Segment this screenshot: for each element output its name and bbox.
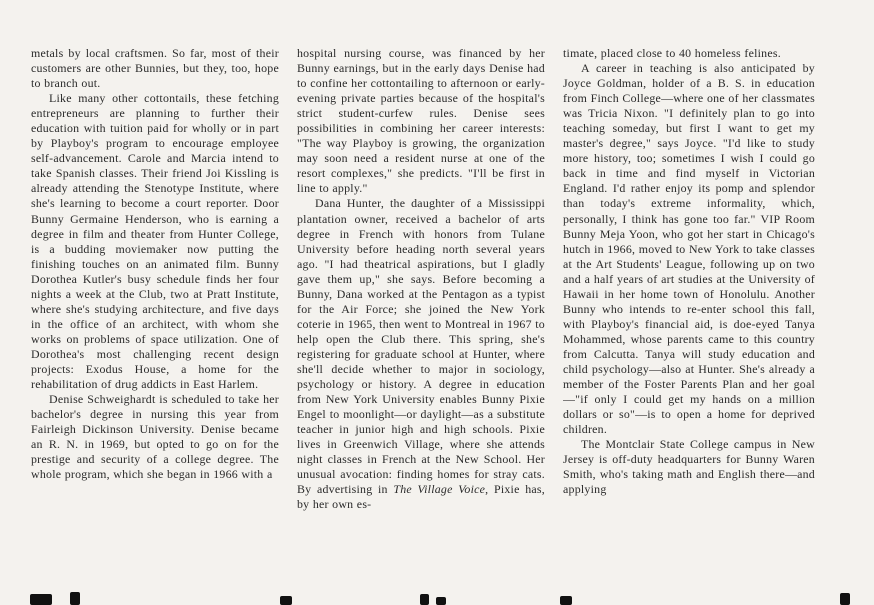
ink-mark: [70, 592, 80, 605]
paragraph-text: , Pixie has, by her own es-: [297, 482, 545, 512]
ink-mark: [30, 594, 52, 605]
paragraph-text: Dana Hunter, the daughter of a Mississippi plantation owner, received a bachelor of arts degree in French with honors from Tulane University before heading north several years ago. "I had theatrical aspirations, but I gladly gave them up," she says. Before becoming a Bunny, Dana worked at the Pentagon as a typist for the Air Force; she joined the New York coterie in 1965, then went to Montreal in 1967 to help open the Club there. This spring, she's registering for graduate school at Hunter, where she'll decide whether to major in sociology, psychology or history. A degree in education from New York University enables Bunny Pixie Engel to moonlight—or daylight—as a substitute teacher in junior high and high schools. Pixie lives in Greenwich Village, where she attends night classes in French at the New School. Her unusual avocation: finding homes for stray cats. By advertising in: [297, 196, 545, 497]
ink-mark: [436, 597, 446, 605]
ink-mark: [280, 596, 292, 605]
text-column-left: [31, 46, 279, 590]
paragraph: Denise Schweighardt is scheduled to take her bachelor's degree in nursing this year from Fairleigh Dickinson University. Denise became an R. N. in 1969, but opted to go on for the prestige and security of a college degree. The whole program, which she began in 1966 with a: [31, 392, 279, 482]
paragraph: The Montclair State College campus in New Jersey is off-duty headquarters for Bunny Waren Smith, who's taking math and English there—and applying: [563, 437, 815, 497]
next-line-partial-strip: [0, 590, 874, 605]
text-column-middle: [297, 46, 545, 590]
ink-mark: [560, 596, 572, 605]
paragraph: hospital nursing course, was financed by her Bunny earnings, but in the early days Denise had to confine her cottontailing to afternoon or early-evening private parties because of the hospital's strict student-curfew rules. Denise sees possibilities in combining her career interests: "The way Playboy is growing, the organization may soon need a resident nurse at one of the resort complexes," she predicts. "I'll be first in line to apply.": [297, 46, 545, 196]
publication-title: The Village Voice: [393, 482, 486, 497]
paragraph: timate, placed close to 40 homeless felines.: [563, 46, 781, 60]
ink-mark: [420, 594, 429, 605]
paragraph: Like many other cottontails, these fetching entrepreneurs are planning to further their education with tuition paid for wholly or in part by Playboy's program to encourage employee self-advancement. Carole and Marcia intend to take Spanish classes. Their friend Joi Kissling is already attending the Stenotype Institute, where she's learning to become a court reporter. Door Bunny Germaine Henderson, who is earning a degree in film and theater from Hunter College, is a budding moviemaker now putting the finishing touches on an animated film. Bunny Dorothea Kutler's busy schedule finds her four nights a week at the Club, two at Pratt Institute, where she's studying architecture, and five days in the office of an architect, with whom she works on problems of space utilization. One of Dorothea's most challenging recent design projects: Exodus House, a home for the rehabilitation of drug addicts in East Harlem.: [31, 91, 279, 392]
ink-mark: [840, 593, 850, 605]
paragraph: A career in teaching is also anticipated by Joyce Goldman, holder of a B. S. in education from Finch College—where one of her classmates was Tricia Nixon. "I definitely plan to go into teaching someday, but first I want to get my master's degree," says Joyce. "I'd like to study more history, too; sometimes I wish I could go back in time and find myself in Victorian England. I'd rather enjoy its pomp and splendor than today's extreme informality, which, personally, I think has gone too far." VIP Room Bunny Meja Yoon, who got her start in Chicago's hutch in 1966, moved to New York to take classes at the Art Students' League, following up on two and a half years of art studies at the University of Hawaii in her home town of Honolulu. Another Bunny who intends to re-enter school this fall, with Playboy's financial aid, is doe-eyed Tanya Mohammed, whose parents came to this country from Calcutta. Tanya will study education and child psychology—also at Hunter. She's already a member of the Foster Parents Plan and her goal—"if only I could get my hands on a million dollars or so"—is to open a home for deprived children.: [563, 61, 815, 437]
paragraph: metals by local craftsmen. So far, most of their customers are other Bunnies, but they, too, hope to branch out.: [31, 46, 279, 91]
paragraph: [297, 196, 545, 512]
text-column-right: [563, 46, 815, 590]
